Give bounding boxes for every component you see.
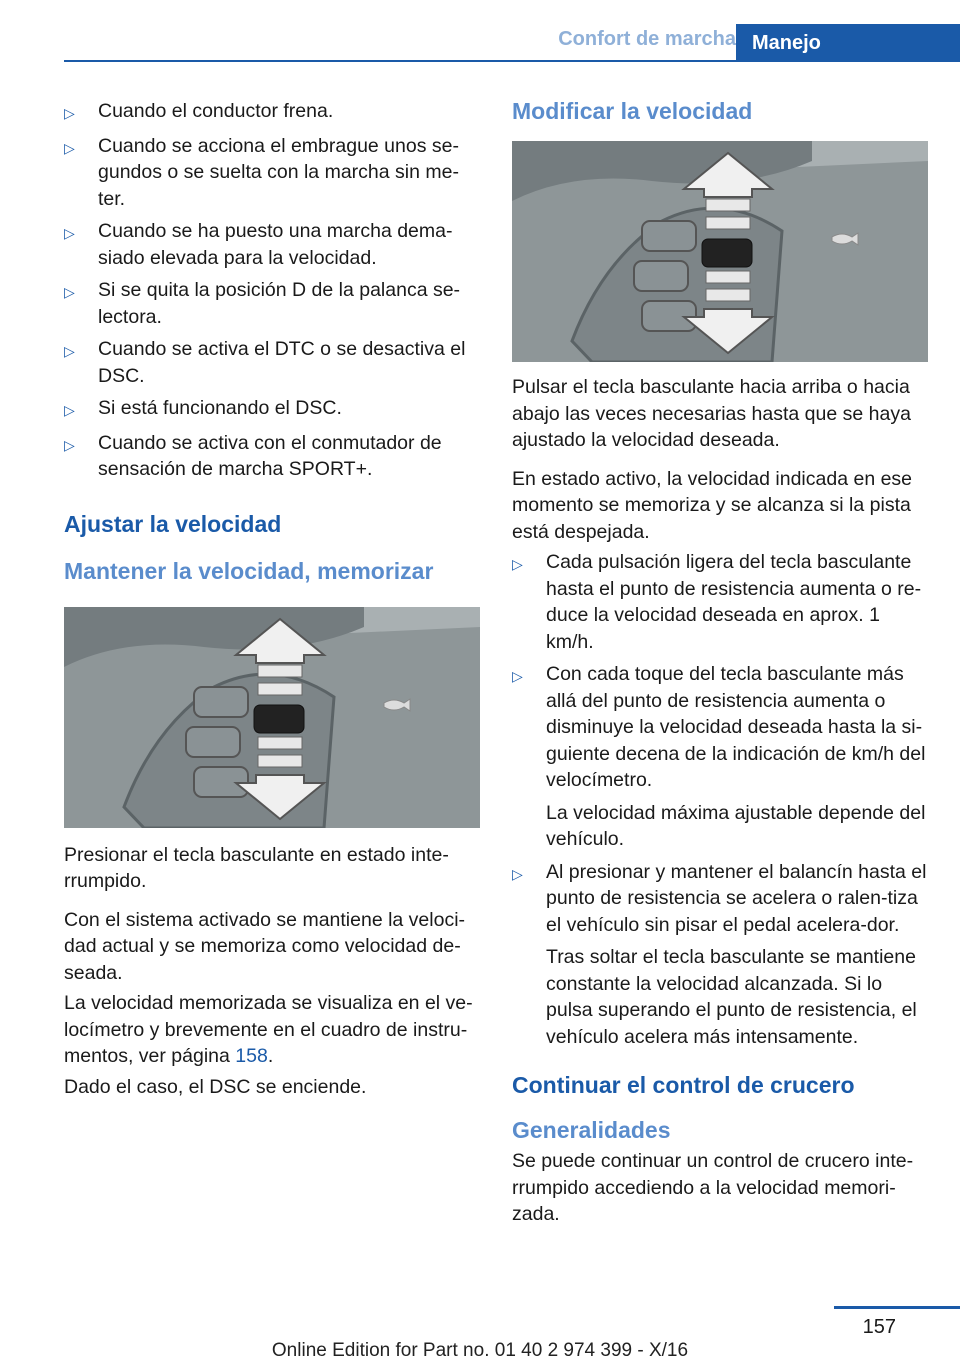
subsection-heading: Mantener la velocidad, memorizar bbox=[64, 557, 434, 584]
list-item: ▷ Al presionar y mantener el balancín hasta el punto de resistencia se acelera o ralen-tiza el vehículo sin pisar el pedal acelera-dor. bbox=[512, 859, 928, 939]
section-label: Confort de marcha bbox=[558, 28, 736, 50]
paragraph: Dado el caso, el DSC se enciende. bbox=[64, 1075, 367, 1098]
triangle-right-icon: ▷ bbox=[64, 139, 75, 156]
left-column bbox=[64, 98, 480, 1112]
paragraph: Con el sistema activado se mantiene la veloci-dad actual y se memoriza como velocidad de-seada. bbox=[64, 908, 466, 984]
triangle-right-icon: ▷ bbox=[64, 284, 75, 300]
subsection-heading: Generalidades bbox=[512, 1117, 671, 1143]
triangle-right-icon: ▷ bbox=[512, 668, 523, 684]
footer-rule bbox=[834, 1306, 960, 1309]
triangle-right-icon: ▷ bbox=[512, 865, 523, 882]
paragraph: La velocidad memorizada se visualiza en el ve-locímetro y brevemente en el cuadro de instru-mentos, ver página 158. bbox=[64, 992, 473, 1067]
triangle-right-icon: ▷ bbox=[64, 343, 75, 359]
list-item: ▷ Cuando se activa con el conmutador de sensación de marcha SPORT+. bbox=[64, 430, 480, 483]
page-reference-link[interactable]: 158 bbox=[235, 1045, 268, 1067]
paragraph: Presionar el tecla basculante en estado inte-rrumpido. bbox=[64, 843, 449, 892]
triangle-right-icon: ▷ bbox=[512, 556, 523, 572]
triangle-right-icon: ▷ bbox=[64, 402, 75, 418]
steering-wheel-rocker-figure bbox=[512, 141, 928, 362]
triangle-right-icon: ▷ bbox=[64, 105, 75, 121]
list-item-note: Tras soltar el tecla basculante se mantiene constante la velocidad alcanzada. Si lo pulsa superando el punto de resistencia, el vehículo acelera más intensamente. bbox=[546, 946, 917, 1048]
header-rule bbox=[64, 60, 960, 62]
list-item-note: La velocidad máxima ajustable depende del vehículo. bbox=[546, 801, 926, 850]
list-item: ▷ Cuando el conductor frena. bbox=[64, 98, 480, 127]
chapter-tab: Manejo bbox=[736, 24, 960, 62]
list-item: ▷ Si está funcionando el DSC. bbox=[64, 395, 480, 424]
paragraph: Se puede continuar un control de crucero inte-rrumpido accediendo a la velocidad memori-zada. bbox=[512, 1150, 914, 1225]
paragraph: En estado activo, la velocidad indicada en ese momento se memoriza y se alcanza si la pista está despejada. bbox=[512, 467, 913, 543]
steering-wheel-rocker-figure bbox=[64, 607, 480, 828]
triangle-right-icon: ▷ bbox=[64, 225, 75, 241]
edition-footer: Online Edition for Part no. 01 40 2 974 399 - X/16 bbox=[271, 1340, 689, 1361]
list-item: ▷ Con cada toque del tecla basculante más allá del punto de resistencia aumenta o disminuye la velocidad deseada hasta la si-guiente decena de la indicación de km/h del velocímetro. bbox=[512, 661, 928, 794]
section-heading: Continuar el control de crucero bbox=[512, 1072, 855, 1098]
page-header bbox=[64, 24, 960, 62]
section-heading: Ajustar la velocidad bbox=[64, 510, 282, 537]
subsection-heading: Modificar la velocidad bbox=[512, 98, 753, 124]
paragraph: Pulsar el tecla basculante hacia arriba o hacia abajo las veces necesarias hasta que se haya ajustado la velocidad deseada. bbox=[512, 376, 911, 451]
page-number: 157 bbox=[862, 1316, 896, 1338]
list-item: ▷ Cuando se activa el DTC o se desactiva el DSC. bbox=[64, 336, 480, 389]
list-item: ▷ Si se quita la posición D de la palanca se-lectora. bbox=[64, 277, 480, 330]
list-item: ▷ Cuando se acciona el embrague unos se-gundos o se suelta con la marcha sin me-ter. bbox=[64, 133, 480, 213]
triangle-right-icon: ▷ bbox=[64, 436, 75, 453]
right-column bbox=[512, 98, 928, 1240]
list-item: ▷ Cada pulsación ligera del tecla basculante hasta el punto de resistencia aumenta o re-duce la velocidad deseada en aprox. 1 km/h. bbox=[512, 549, 928, 655]
list-item: ▷ Cuando se ha puesto una marcha dema-siado elevada para la velocidad. bbox=[64, 218, 480, 271]
